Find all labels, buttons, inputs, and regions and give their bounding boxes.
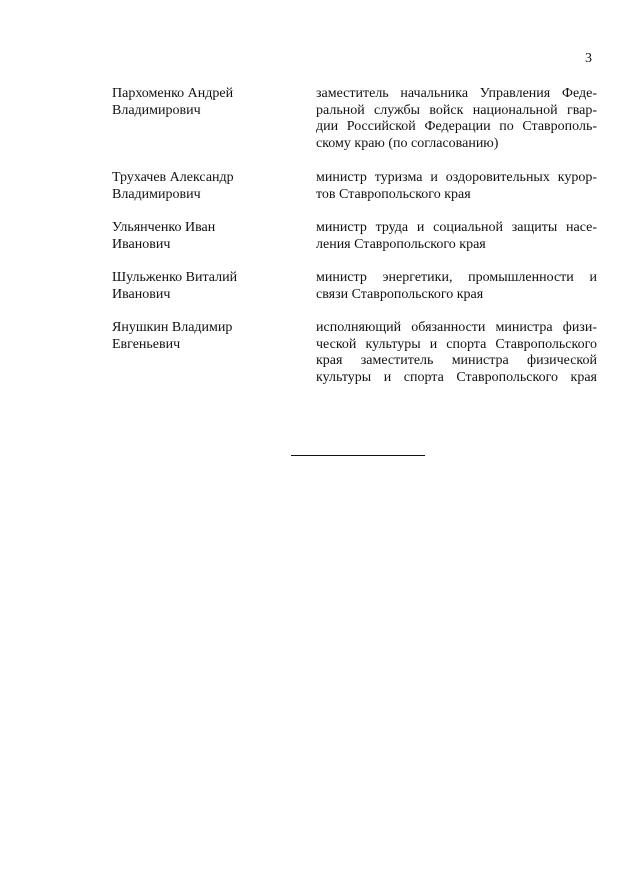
member-name [112, 320, 292, 353]
member-name-line: Иванович [112, 286, 171, 302]
member-duty-line: ральной службы войск национальной гвар- [316, 102, 597, 118]
member-name-line: Евгеньевич [112, 336, 181, 352]
member-duty-line: дии Российской Федерации по Ставрополь- [316, 119, 597, 134]
member-name-line: Янушкин Владимир [112, 320, 233, 335]
member-name [112, 170, 292, 203]
member-duty-line: ления Ставропольского края [316, 236, 486, 252]
member-duties [316, 220, 597, 253]
member-duty-line: заместитель начальника Управления Феде- [316, 86, 597, 101]
member-name [112, 220, 292, 253]
member-duties [316, 270, 597, 303]
member-duty-line: ческой культуры и спорта Ставропольского [316, 336, 597, 352]
page-number: 3 [585, 51, 592, 66]
member-duty-line: связи Ставропольского края [316, 286, 484, 302]
member-duties [316, 320, 597, 386]
member-duty-line: тов Ставропольского края [316, 186, 471, 202]
member-name-line: Шульженко Виталий [112, 270, 238, 285]
member-duty-line: исполняющий обязанности министра физи- [316, 320, 597, 335]
member-duty-line: министр туризма и оздоровительных курор- [316, 170, 597, 185]
member-name-line: Владимирович [112, 186, 201, 202]
member-duty-line: министр труда и социальной защиты насе- [316, 220, 597, 235]
member-name-line: Владимирович [112, 102, 201, 118]
member-duty-line: края заместитель министра физической [316, 353, 597, 368]
member-duties [316, 86, 597, 152]
member-name [112, 86, 292, 119]
member-name-line: Иванович [112, 236, 171, 252]
member-name-line: Ульянченко Иван [112, 220, 216, 235]
member-name-line: Пархоменко Андрей [112, 86, 234, 101]
member-duty-line: министр энергетики, промышленности и [316, 270, 597, 285]
member-duties [316, 170, 597, 203]
member-name-line: Трухачев Александр [112, 170, 234, 185]
member-name [112, 270, 292, 303]
member-duty-line: скому краю (по согласованию) [316, 135, 499, 151]
end-divider [291, 455, 425, 456]
member-duty-line: культуры и спорта Ставропольского края [316, 369, 597, 385]
